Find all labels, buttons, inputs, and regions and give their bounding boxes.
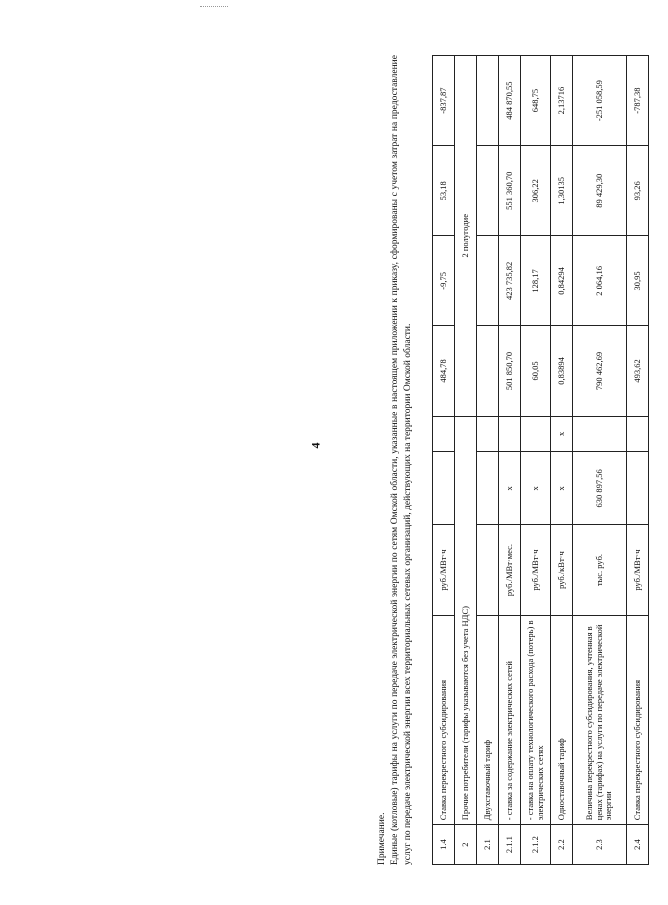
unit-cell <box>477 525 499 615</box>
value-cell <box>433 416 455 452</box>
tariff-table <box>432 55 649 865</box>
value-cell: 89 429,30 <box>573 146 627 236</box>
value-cell: 0,84294 <box>551 236 573 326</box>
value-cell: 423 735,82 <box>499 236 521 326</box>
value-cell <box>477 416 499 452</box>
value-cell <box>477 452 499 525</box>
row-number-cell: 1.4 <box>433 825 455 865</box>
value-cell: 30,95 <box>627 236 649 326</box>
value-cell: -9,75 <box>433 236 455 326</box>
value-cell <box>477 236 499 326</box>
value-cell: x <box>499 452 521 525</box>
section-title-cell: Прочие потребители (тарифы указываются без учета НДС) <box>455 416 477 825</box>
value-cell: 484,78 <box>433 326 455 416</box>
value-cell: 60,05 <box>521 326 551 416</box>
row-name-cell: Двухставочный тариф <box>477 615 499 825</box>
value-cell: x <box>551 416 573 452</box>
unit-cell: руб./кВт·ч <box>551 525 573 615</box>
note-block <box>376 55 414 865</box>
value-cell: 306,22 <box>521 146 551 236</box>
value-cell: 93,26 <box>627 146 649 236</box>
row-name-cell: Одноставочный тариф <box>551 615 573 825</box>
unit-cell: руб./МВт·ч <box>433 525 455 615</box>
value-cell: 484 870,55 <box>499 56 521 146</box>
table-row <box>455 56 477 865</box>
row-number-cell: 2.3 <box>573 825 627 865</box>
value-cell: 501 850,70 <box>499 326 521 416</box>
row-name-cell: - ставка за содержание электрических сетей <box>499 615 521 825</box>
table-row <box>551 56 573 865</box>
unit-cell: руб./МВт·ч <box>521 525 551 615</box>
rotated-sheet <box>368 0 668 905</box>
value-cell: 2 064,16 <box>573 236 627 326</box>
value-cell: 53,18 <box>433 146 455 236</box>
value-cell: 2,13716 <box>551 56 573 146</box>
value-cell: 648,75 <box>521 56 551 146</box>
value-cell: 551 360,70 <box>499 146 521 236</box>
value-cell: -837,87 <box>433 56 455 146</box>
row-number-cell: 2.4 <box>627 825 649 865</box>
row-number-cell: 2.1.1 <box>499 825 521 865</box>
row-number-cell: 2.2 <box>551 825 573 865</box>
unit-cell: руб./МВт·ч <box>627 525 649 615</box>
page-number: 4 <box>308 442 323 449</box>
half-year-cell: 2 полугодие <box>455 56 477 417</box>
value-cell: x <box>551 452 573 525</box>
row-number-cell: 2 <box>455 825 477 865</box>
row-number-cell: 2.1.2 <box>521 825 551 865</box>
value-cell <box>627 452 649 525</box>
table-row <box>573 56 627 865</box>
table-row <box>433 56 455 865</box>
value-cell <box>627 416 649 452</box>
table-row <box>477 56 499 865</box>
row-number-cell: 2.1 <box>477 825 499 865</box>
note-text: Единые (котловые) тарифы на услуги по передаче электрической энергии по сетям Омской области, указанные в настоящем приложении к приказу, сформированы с учетом затрат на предоставление услуг по передаче электрической энергии всех территориальных сетевых организаций, действующих на территории Омской области. <box>389 55 413 865</box>
value-cell: 0,83894 <box>551 326 573 416</box>
table-row <box>499 56 521 865</box>
value-cell <box>477 146 499 236</box>
value-cell <box>477 326 499 416</box>
value-cell: 128,17 <box>521 236 551 326</box>
value-cell <box>433 452 455 525</box>
unit-cell: руб./МВт·мес. <box>499 525 521 615</box>
value-cell: x <box>521 452 551 525</box>
row-name-cell: - ставка на оплату технологического расхода (потерь) в электрических сетях <box>521 615 551 825</box>
row-name-cell: Ставка перекрестного субсидирования <box>627 615 649 825</box>
value-cell <box>521 416 551 452</box>
value-cell <box>573 416 627 452</box>
table-row <box>521 56 551 865</box>
row-name-cell: Ставка перекрестного субсидирования <box>433 615 455 825</box>
value-cell: -251 058,59 <box>573 56 627 146</box>
value-cell: -787,38 <box>627 56 649 146</box>
value-cell: 1,30135 <box>551 146 573 236</box>
table-row <box>627 56 649 865</box>
value-cell: 790 462,69 <box>573 326 627 416</box>
value-cell: 493,62 <box>627 326 649 416</box>
value-cell: 630 897,56 <box>573 452 627 525</box>
scan-artifact <box>200 6 228 9</box>
unit-cell: тыс. руб. <box>573 525 627 615</box>
value-cell <box>499 416 521 452</box>
value-cell <box>477 56 499 146</box>
note-heading: Примечание. <box>377 812 387 865</box>
row-name-cell: Величина перекрестного субсидирования, учтенная в ценах (тарифах) на услуги по передаче электрической энергии <box>573 615 627 825</box>
